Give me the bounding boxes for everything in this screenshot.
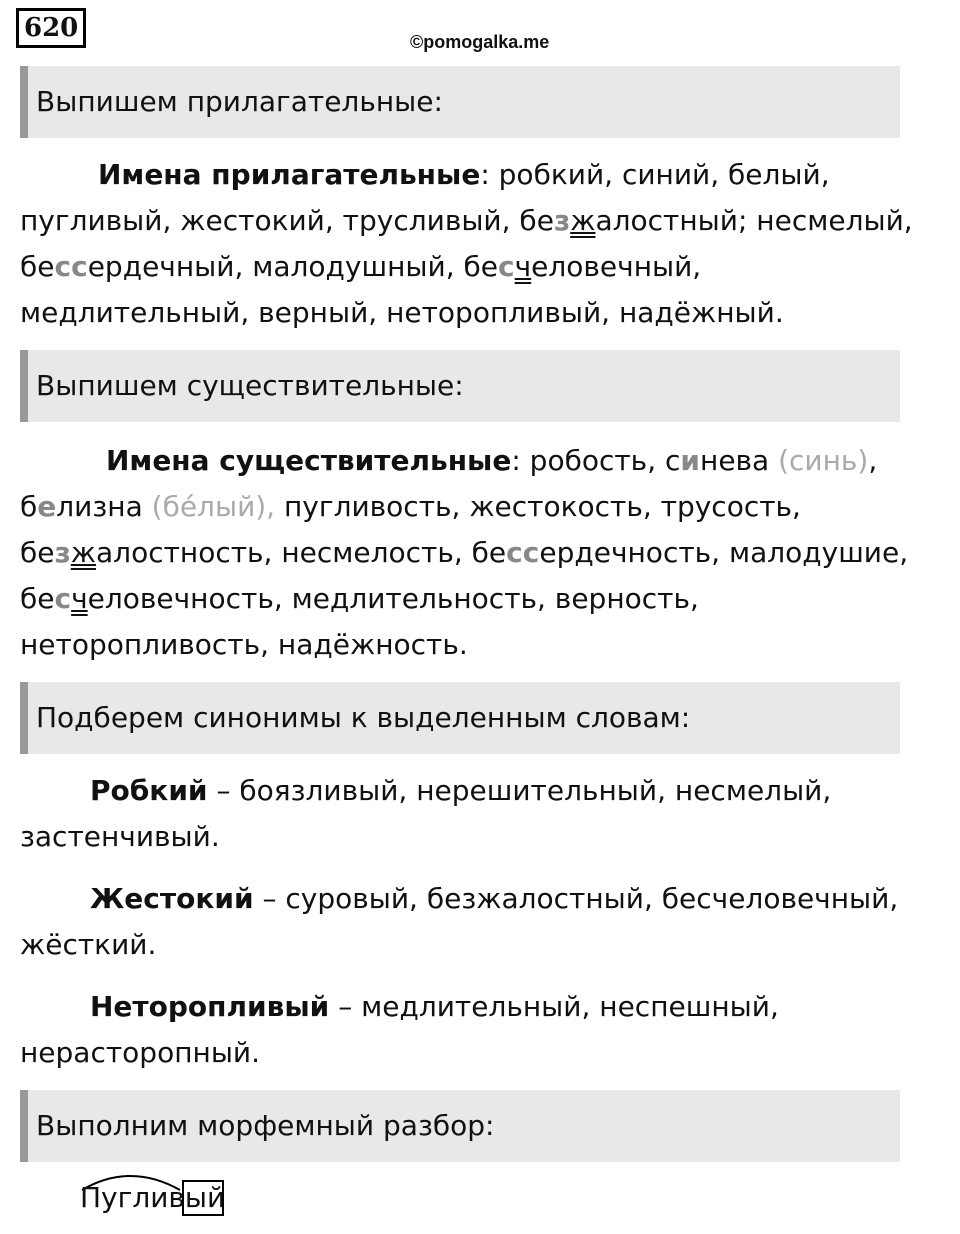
- synonym-paragraph: [20, 984, 940, 1076]
- nouns-line5: неторопливость, надёжность.: [20, 628, 468, 661]
- adjectives-line3b: ердечный, малодушный, бе: [87, 250, 499, 283]
- vowel-highlight: е: [37, 490, 57, 523]
- nouns-label: Имена существительные: [106, 444, 512, 477]
- adjectives-line4: медлительный, верный, неторопливый, надёжный.: [20, 296, 784, 329]
- watermark: ©pomogalka.me: [410, 32, 550, 52]
- section-header-nouns: Выпишем существительные:: [20, 350, 900, 422]
- nouns-line3c: ердечность, малодушие,: [539, 536, 909, 569]
- check-word: (синь): [778, 444, 869, 477]
- nouns-line2b: лизна: [56, 490, 152, 523]
- nouns-line1b: нева: [700, 444, 779, 477]
- nouns-line1c: ,: [868, 444, 878, 477]
- nouns-line3a: бе: [20, 536, 55, 569]
- synonym-paragraph: [20, 768, 940, 860]
- spelling-highlight: сс: [54, 250, 88, 283]
- spelling-highlight: с: [498, 250, 515, 283]
- vowel-highlight: и: [680, 444, 701, 477]
- adjectives-line2-rest: алостный; несмелый,: [595, 204, 913, 237]
- synonym-word: Жестокий: [90, 882, 254, 915]
- synonym-list-cont: застенчивый.: [20, 820, 220, 853]
- task-number: 620: [16, 8, 86, 48]
- spelling-highlight: сс: [506, 536, 540, 569]
- adjectives-line2: пугливый, жестокий, трусливый, бе: [20, 204, 554, 237]
- synonym-list: – суровый, безжалостный, бесчеловечный,: [253, 882, 899, 915]
- synonym-word: Робкий: [90, 774, 208, 807]
- synonym-list: – боязливый, нерешительный, несмелый,: [207, 774, 832, 807]
- section-header-synonyms: Подберем синонимы к выделенным словам:: [20, 682, 900, 754]
- section-header-morpheme: Выполним морфемный разбор:: [20, 1090, 900, 1162]
- check-word: (бéлый),: [151, 490, 276, 523]
- nouns-line4a: бе: [20, 582, 55, 615]
- adjectives-paragraph: [20, 152, 940, 336]
- spelling-underline: ж: [70, 536, 97, 569]
- section-header-adjectives: Выпишем прилагательные:: [20, 66, 900, 138]
- nouns-line2c: пугливость, жестокость, трусость,: [275, 490, 801, 523]
- nouns-line2a: б: [20, 490, 38, 523]
- synonym-paragraph: [20, 876, 940, 968]
- synonym-list-cont: жёсткий.: [20, 928, 157, 961]
- synonym-word: Неторопливый: [90, 990, 330, 1023]
- spelling-highlight: с: [54, 582, 72, 615]
- spelling-underline: ч: [514, 250, 532, 283]
- spelling-highlight: з: [553, 204, 571, 237]
- adjectives-label: Имена прилагательные: [98, 158, 481, 191]
- spelling-underline: ж: [570, 204, 596, 237]
- nouns-paragraph: [20, 438, 940, 668]
- ending-box-icon: [182, 1180, 224, 1216]
- adjectives-line1: : робкий, синий, белый,: [480, 158, 830, 191]
- adjectives-line3a: бе: [20, 250, 55, 283]
- spelling-underline: ч: [71, 582, 88, 615]
- nouns-line3b: алостность, несмелость, бе: [96, 536, 507, 569]
- adjectives-line3c: еловечный,: [531, 250, 702, 283]
- synonym-list-cont: нерасторопный.: [20, 1036, 261, 1069]
- synonym-list: – медлительный, неспешный,: [329, 990, 779, 1023]
- spelling-highlight: з: [54, 536, 71, 569]
- morpheme-word: Пугливый: [80, 1181, 226, 1214]
- nouns-line4b: еловечность, медлительность, верность,: [87, 582, 699, 615]
- nouns-line1a: : робость, с: [511, 444, 681, 477]
